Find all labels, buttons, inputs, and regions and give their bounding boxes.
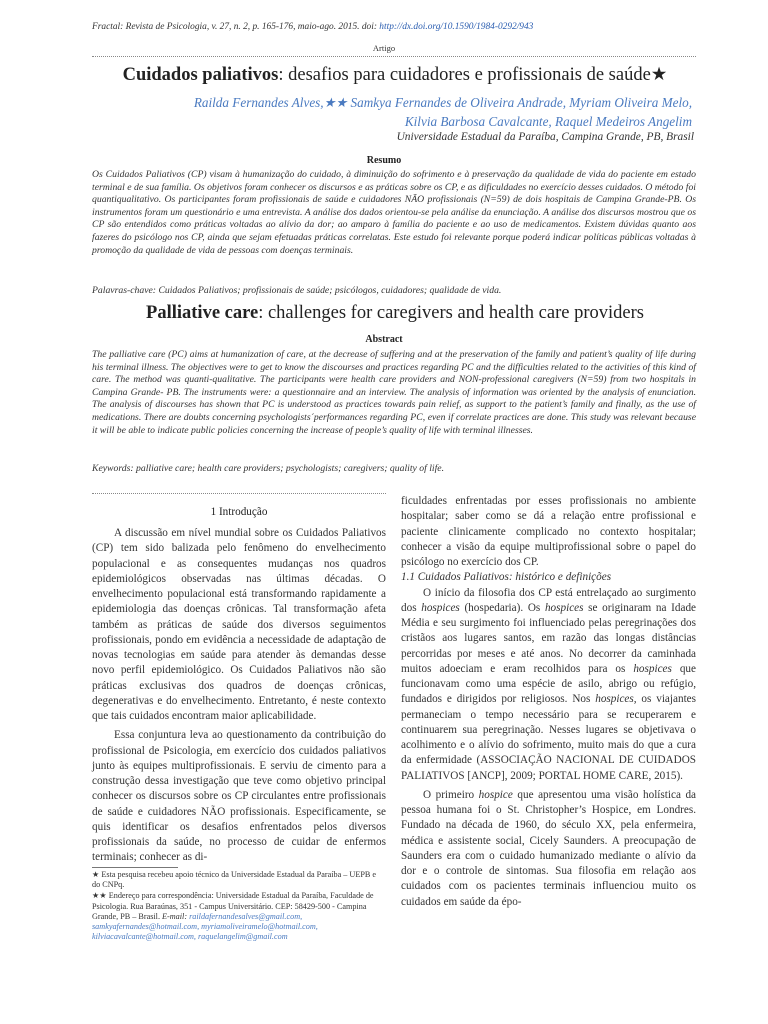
- footnote-1: ★ Esta pesquisa recebeu apoio técnico da Universidade Estadual da Paraíba – UEPB e do CNPq.: [92, 870, 377, 890]
- paragraph: A discussão em nível mundial sobre os Cuidados Paliativos (CP) tem sido balizada pelo fenômeno do envelhecimento populacional e as consequentes mudanças nos quadros epidemiológicos observadas nas últimas décadas. O envelhecimento populacional está transformando rapidamente a epidemiologia das doenças crônicas. Tal transformação afeta também as práticas de saúde dos diversos seguimentos profissionais, pondo em evidência a necessidade de adaptação de novas tecnologias em saúde para atender às demandas desse novo perfil epidemiológico. Os Cuidados Paliativos não são práticas exclusivas dos quadros de doenças crônicas, degenerativas e do envelhecimento. Entretanto, é neste contexto que tais cuidados encontram maior aplicabilidade.: [92, 527, 386, 722]
- column-left: [92, 526, 386, 866]
- paragraph: ficuldades enfrentadas por esses profissionais no ambiente hospitalar; saber como se dá a relação entre profissional e paciente clinicamente complicado no contexto hospitalar; conhecer a visão da equipe multiprofissional sobre o papel do psicólogo no exercício dos CP.: [401, 495, 696, 568]
- authors-line-1: Railda Fernandes Alves,★★ Samkya Fernandes de Oliveira Andrade, Myriam Oliveira Melo,: [193, 95, 692, 110]
- column-right: [401, 494, 696, 910]
- resumo-keywords: Palavras-chave: Cuidados Paliativos; profissionais de saúde; psicólogos, cuidadores; qualidade de vida.: [92, 285, 502, 296]
- text-run: hospices,: [595, 693, 637, 706]
- affiliation: Universidade Estadual da Paraíba, Campina Grande, PB, Brasil: [396, 131, 694, 143]
- title-english: [70, 303, 720, 324]
- abstract-text: The palliative care (PC) aims at humanization of care, at the decrease of suffering and at the preservation of the family and patient’s quality of life during his terminal illness. The objectives were to get to know the discourses and practices regarding PC and the difficulties related to the activities of this kind of care. The method was quanti-qualitative. The participants were health care providers and NON-professional caregivers (N=59) from two hospitals in Campina Grande- PB. The instruments were: a questionnaire and an interview. The analysis of information was oriented by the analysis of enunciation. The analysis of discourses has shown that PC is understood as practices towards pain relief, as support to the patient’s family and finally, as the use of medications. There are doubts concerning psychologists´performances regarding PC, even if correlate practices are done. This study was relevant because it will be able to indicate public policies concerning the increase of people’s quality of life with terminal illnesses.: [92, 349, 696, 436]
- paragraph: Essa conjuntura leva ao questionamento da contribuição do profissional de Psicologia, em exercício dos cuidados paliativos junto às equipes multiprofissionais. E serviu de cimento para a construção dessa investigação que teve como objetivo principal conhecer os discursos sobre os CP circulantes entre profissionais de saúde e cuidadores NÃO profissionais. Especificamente, se quis identificar os desafios enfrentados pelos diversos profissionais da saúde, no processo de cuidar de enfermos terminais; conhecer as di-: [92, 729, 386, 864]
- doi-link[interactable]: http://dx.doi.org/10.1590/1984-0292/943: [379, 22, 534, 32]
- citation-line: [92, 22, 712, 32]
- subsection-heading: 1.1 Cuidados Paliativos: histórico e definições: [401, 571, 612, 584]
- abstract-heading: Abstract: [365, 334, 403, 345]
- resumo-text: Os Cuidados Paliativos (CP) visam à humanização do cuidado, à diminuição do sofrimento e à preservação da qualidade de vida do paciente em estado terminal e de sua família. Os objetivos foram conhecer os discursos e as práticas sobre os CP, e as dificuldades no exercício desses cuidados. O método foi quantiqualitativo. Os participantes foram profissionais de saúde e cuidadores NÃO profissionais (N=59) de dois hospitais de Campina Grande-PB. Os instrumentos foram um questionário e uma entrevista. A análise dos dados orientou-se pela análise da enunciação. A análise dos discursos mostrou que os CP são entendidos como práticas voltadas ao alívio da dor; ao amparo à família do paciente e ao uso de medicamentos. Existem dúvidas quanto aos fazeres do psicólogo nos CP, ainda que sejam efetuadas práticas correlatas. Este estudo foi relevante porque poderá indicar políticas públicas voltadas à promoção da qualidade de vida de pessoas com doenças terminais.: [92, 169, 696, 256]
- title-en-bold: Palliative care: [146, 303, 259, 323]
- footnote-2-address: ★★ Endereço para correspondência: Universidade Estadual da Paraíba, Faculdade de Psicologia. Rua Baraúnas, 351 - Campus Universitário. CEP: 58429-500 - Campina Grande, PB – Brasil.: [92, 891, 374, 921]
- text-run: se originaram na Idade Média e seu surgimento foi influenciado pelas peregrinações dos cristãos aos lugares santos, em razão das longas distâncias percorridas por meses e até anos. No decorrer da caminhada muitos adoeciam e eram recolhidos para os: [401, 601, 697, 675]
- paragraph: [401, 788, 696, 910]
- abstract-keywords: Keywords: palliative care; health care providers; psychologists; caregivers; quality of life.: [92, 463, 444, 474]
- paragraph: [401, 586, 696, 784]
- title-portuguese: [70, 64, 720, 86]
- resumo-heading: Resumo: [366, 155, 402, 166]
- authors: [100, 93, 692, 131]
- authors-line-2: Kilvia Barbosa Cavalcante, Raquel Medeiros Angelim: [404, 114, 692, 129]
- text-run: hospices: [421, 601, 460, 614]
- text-run: os viajantes permaneciam o tempo necessário para se recuperarem e continuarem sua peregrinação. Nesses lugares se objetivava o acolhimento e o alívio do sofrimento, muito mais do que a cura da enfermidade (ASSOCIAÇÃO NACIONAL DE CUIDADOS PALIATIVOS [ANCP], 2009; PORTAL HOME CARE, 2015).: [401, 693, 696, 782]
- title-pt-bold: Cuidados paliativos: [122, 65, 279, 85]
- journal-name: Fractal: Revista de Psicologia: [92, 22, 207, 32]
- text-run: hospices: [544, 601, 584, 614]
- footnotes: [92, 870, 386, 943]
- text-run: que funcionavam como uma espécie de asilo, abrigo ou refúgio, fundados e dirigidos por religiosos. Nos: [401, 662, 696, 706]
- title-pt-rest: : desafios para cuidadores e profissionais de saúde★: [278, 65, 668, 85]
- title-en-rest: : challenges for caregivers and health care providers: [258, 303, 644, 323]
- text-run: hospice: [478, 788, 513, 801]
- body-divider: [92, 493, 386, 494]
- header-divider: [92, 56, 696, 57]
- text-run: O início da filosofia dos CP está entrelaçado ao surgimento dos: [401, 586, 696, 614]
- text-run: que apresentou uma visão holística da pessoa humana foi o St. Christopher’s Hospice, em Londres. Fundado na década de 1960, do século XX, pela enfermeira, médica e assistente social, Cicely Saunders. A preocupação de Saunders era com o cuidado humanizado mediante o alívio da dor e o controle de sintomas. Sua filosofia em relação aos cuidados com os pacientes terminais influenciou muito os cuidados em saúde da épo-: [401, 788, 696, 908]
- text-run: O primeiro: [423, 788, 479, 801]
- footnote-2: [92, 891, 386, 942]
- citation-ref: , v. 27, n. 2, p. 165-176, maio-ago. 2015. doi:: [206, 22, 380, 32]
- intro-heading: 1 Introdução: [210, 506, 268, 518]
- section-label: Artigo: [372, 43, 396, 53]
- footnote-2-emails[interactable]: raildafernandesalves@gmail.com, samkyafernandes@hotmail.com, myriamoliveiramelo@hotmail.com, kilviacavalcante@hotmail.com, raquelangelim@gmail.com: [92, 911, 318, 942]
- footnote-divider: [92, 867, 178, 868]
- text-run: (hospedaria). Os: [459, 601, 545, 614]
- text-run: hospices: [633, 662, 672, 675]
- footnote-2-email-label: E-mail:: [162, 911, 188, 921]
